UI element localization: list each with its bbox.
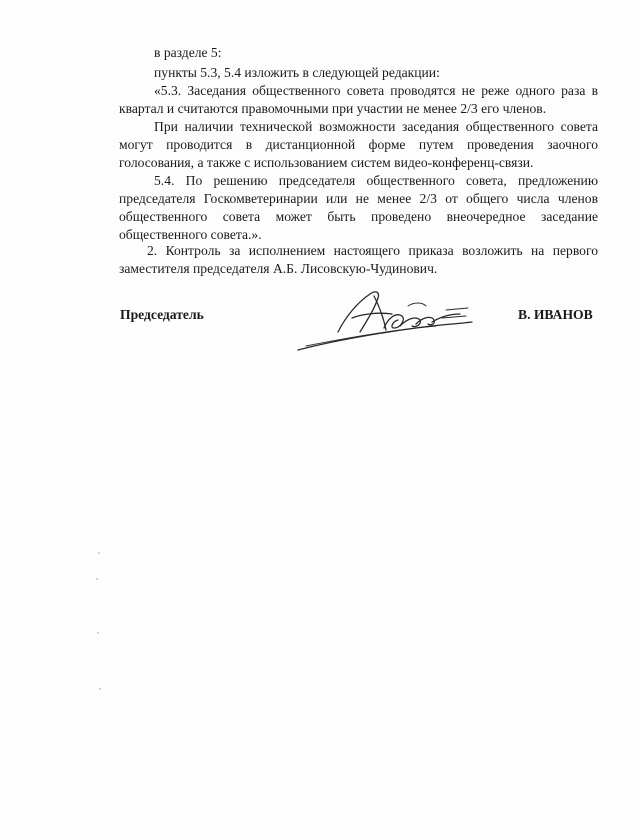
paragraph-remote-line-1: При наличии технической возможности заседания общественного совета [154, 119, 598, 134]
handwritten-signature [296, 288, 476, 354]
paragraph-5-4-line-1: 5.4. По решению председателя общественного совета, предложению [154, 173, 598, 188]
paragraph-5-4-line-4: общественного совета.». [119, 227, 262, 242]
paragraph-2-line-2: заместителя председателя А.Б. Лисовскую-Чудинович. [119, 261, 438, 276]
signatory-title: Председатель [120, 307, 204, 322]
section-reference: в разделе 5: [154, 45, 222, 60]
paragraph-5-4-line-2: председателя Госкомветеринарии или не менее 2/3 от общего числа членов [119, 191, 598, 206]
scan-speck [99, 688, 101, 690]
scan-speck [97, 632, 99, 634]
items-reference: пункты 5.3, 5.4 изложить в следующей редакции: [154, 65, 440, 80]
paragraph-2-line-1: 2. Контроль за исполнением настоящего приказа возложить на первого [147, 243, 598, 258]
scan-speck [98, 552, 100, 554]
paragraph-5-4-line-3: общественного совета может быть проведено внеочередное заседание [119, 209, 598, 224]
paragraph-5-3-line-2: квартал и считаются правомочными при участии не менее 2/3 его членов. [119, 101, 547, 116]
scan-speck [96, 578, 98, 580]
paragraph-5-3-line-1: «5.3. Заседания общественного совета проводятся не реже одного раза в [154, 83, 598, 98]
paragraph-remote-line-3: голосования, а также с использованием систем видео-конференц-связи. [119, 155, 534, 170]
signatory-name: В. ИВАНОВ [518, 307, 593, 322]
paragraph-remote-line-2: могут проводится в дистанционной форме путем проведения заочного [119, 137, 598, 152]
